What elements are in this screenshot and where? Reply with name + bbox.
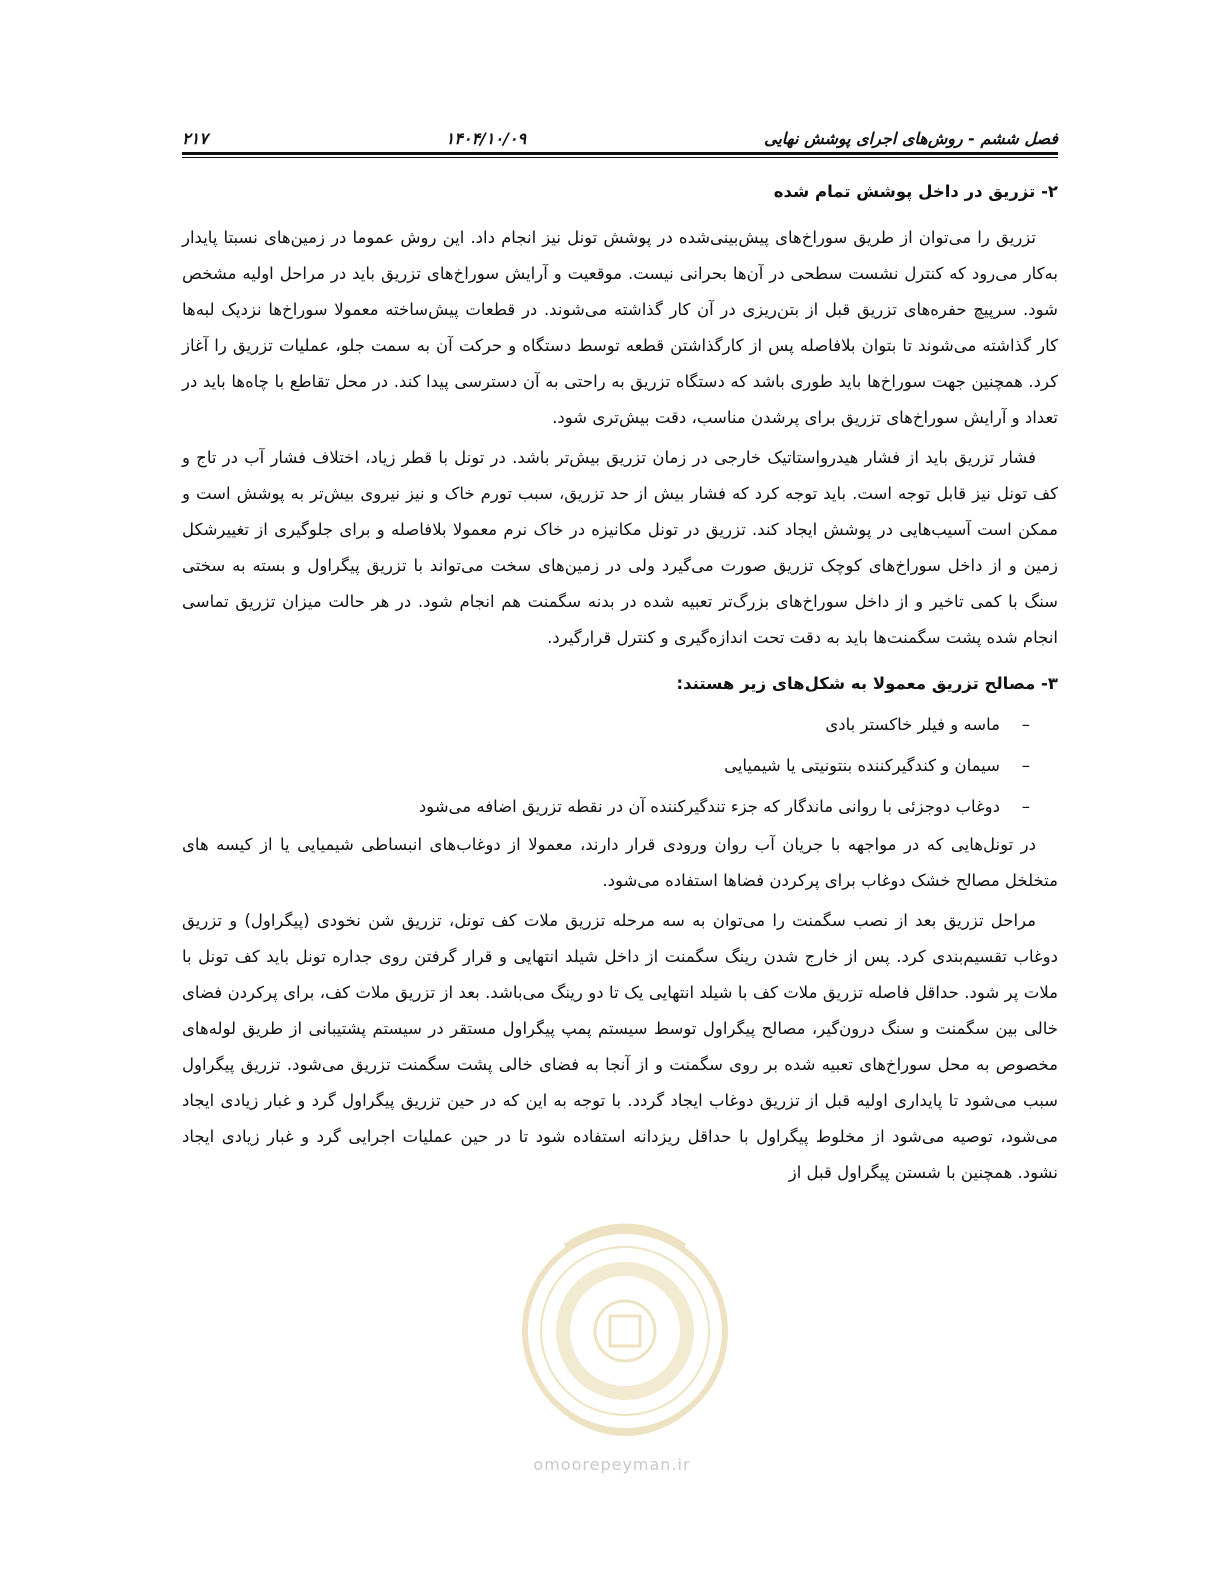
- list-item-text: دوغاب دوجزئی با روانی ماندگار که جزء تندگیرکننده آن در نقطه تزریق اضافه می‌شود: [418, 797, 1000, 816]
- list-item: [182, 704, 1030, 745]
- section-2-paragraph-1: تزریق را می‌توان از طریق سوراخ‌های پیش‌بینی‌شده در پوشش تونل نیز انجام داد. این روش عموما در زمین‌های نسبتا پایدار به‌کار می‌رود که کنترل نشست سطحی در آن‌ها بحرانی نیست. موقعیت و آرایش سوراخ‌های تزریق باید در مراحل اولیه مشخص شود. سرپیچ حفره‌های تزریق قبل از بتن‌ریزی در آن کار گذاشته می‌شوند. در قطعات پیش‌ساخته معمولا سوراخ‌ها نزدیک لبه‌ها کار گذاشته می‌شوند تا بتوان بلافاصله پس از کارگذاشتن قطعه توسط دستگاه و حرکت آن به سمت جلو، عملیات تزریق را آغاز کرد. همچنین جهت سوراخ‌ها باید طوری باشد که دستگاه تزریق به راحتی به آن دسترسی پیدا کند. در محل تقاطع با چاه‌ها باید در تعداد و آرایش سوراخ‌های تزریق برای پرشدن مناسب، دقت بیش‌تری شود.: [182, 228, 1058, 427]
- chapter-title: فصل ششم - روش‌های اجرای پوشش نهایی: [764, 129, 1058, 148]
- section-2-paragraph-2: فشار تزریق باید از فشار هیدرواستاتیک خارجی در زمان تزریق بیش‌تر باشد. در تونل با قطر زیاد، اختلاف فشار آب در تاج و کف تونل نیز قابل توجه است. باید توجه کرد که فشار بیش از حد تزریق، سبب تورم خاک و نیز نیروی بیش‌تر به پوشش است و ممکن است آسیب‌هایی در پوشش ایجاد کند. تزریق در تونل مکانیزه در خاک نرم معمولا بلافاصله و برای جلوگیری از تغییرشکل زمین و از داخل سوراخ‌های کوچک تزریق صورت می‌گیرد ولی در زمین‌های سخت می‌تواند با تزریق پیگراول و بسته به سختی سنگ با کمی تاخیر و از داخل سوراخ‌های بزرگ‌تر تعبیه شده در بدنه سگمنت هم انجام شود. در هر حالت میزان تزریق تماسی انجام شده پشت سگمنت‌ها باید به دقت تحت اندازه‌گیری و کنترل قرارگیرد.: [182, 448, 1058, 647]
- list-item-text: سیمان و کندگیرکننده بنتونیتی یا شیمیایی: [724, 756, 1000, 775]
- list-item-text: ماسه و فیلر خاکستر بادی: [825, 715, 1000, 734]
- section-2-heading: ۲- تزریق در داخل پوشش تمام شده: [773, 182, 1058, 201]
- watermark-url: omoorepeyman.ir: [533, 1455, 691, 1474]
- header-rule-thin: [182, 157, 1058, 158]
- dash-bullet-icon: –: [1021, 756, 1030, 775]
- dash-bullet-icon: –: [1021, 797, 1030, 816]
- dash-bullet-icon: –: [1021, 715, 1030, 734]
- page-header: [182, 120, 1058, 148]
- section-3-paragraph-1: در تونل‌هایی که در مواجهه با جریان آب روان ورودی قرار دارند، معمولا از دوغاب‌های انبساطی شیمیایی یا از کیسه های متخلخل مصالح خشک دوغاب برای پرکردن فضاها استفاده می‌شود.: [182, 835, 1058, 890]
- header-rule-thick: [182, 152, 1058, 155]
- section-3-heading: ۳- مصالح تزریق معمولا به شکل‌های زیر هستند:: [676, 674, 1058, 693]
- page-number: ۲۱۷: [182, 129, 208, 148]
- materials-list: [182, 704, 1058, 827]
- header-date: ۱۴۰۴/۱۰/۰۹: [445, 129, 527, 148]
- list-item: [182, 786, 1030, 827]
- section-3-paragraph-2: مراحل تزریق بعد از نصب سگمنت را می‌توان به سه مرحله تزریق ملات کف تونل، تزریق شن نخودی (پیگراول) و تزریق دوغاب تقسیم‌بندی کرد. پس از خارج شدن رینگ سگمنت از داخل شیلد انتهایی و قرار گرفتن روی جداره تونل باید کف تونل با ملات پر شود. حداقل فاصله تزریق ملات کف با شیلد انتهایی یک تا دو رینگ می‌باشد. بعد از تزریق ملات کف، برای پرکردن فضای خالی بین سگمنت و سنگ درون‌گیر، مصالح پیگراول توسط سیستم پمپ پیگراول مستقر در سیستم پشتیبانی از طریق لوله‌های مخصوص به محل سوراخ‌های تعبیه شده بر روی سگمنت و از آنجا به فضای خالی پشت سگمنت تزریق می‌شود. تزریق پیگراول سبب می‌شود تا پایداری اولیه قبل از تزریق دوغاب ایجاد گردد. با توجه به این که در حین تزریق پیگراول گرد و غبار زیادی ایجاد می‌شود، توصیه می‌شود از مخلوط پیگراول با حداقل ریزدانه استفاده شود تا در حین عملیات اجرایی گرد و غبار زیادی ایجاد نشود. همچنین با شستن پیگراول قبل از: [182, 911, 1058, 1182]
- page-body: [182, 172, 1058, 1195]
- list-item: [182, 745, 1030, 786]
- seal-emblem-icon: [510, 1206, 740, 1446]
